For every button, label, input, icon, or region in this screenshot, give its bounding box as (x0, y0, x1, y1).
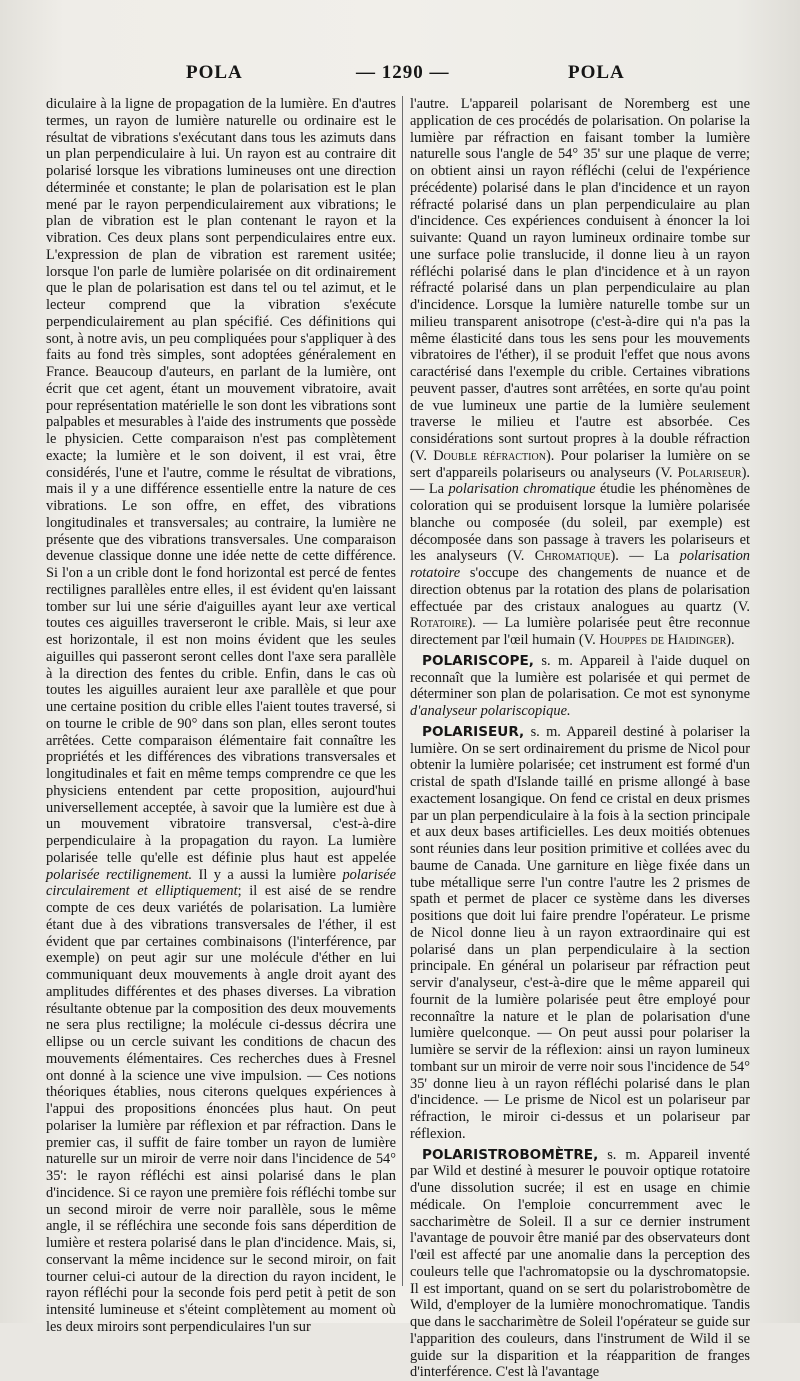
body-text: l'autre. L'appareil polarisant de Noremberg est une application de ces procédés de polarisation. On polarise la lumière par réfraction en faisant tomber la lumière naturelle sous l'angle de 54° 35' sur une plaque de verre; on obtient ainsi un rayon réfléchi (celui de l'expérience précédente) polarisé dans le plan d'incidence et un rayon réfracté polarisé dans un plan perpendiculaire au plan d'incidence. Ces expériences conduisent à énoncer la loi suivante: Quand un rayon lumineux ordinaire tombe sur une surface polie translucide, il donne lieu à un rayon réfléchi polarisé dans le plan d'incidence et à un rayon réfracté polarisé dans un plan perpendiculaire au plan d'incidence. Lorsque la lumière naturelle tombe sur un milieu transparent anisotrope (c'est-à-dire qui n'a pas la même élasticité dans tous les sens pour les mouvements vibratoires de l'éther), il se produit l'effet que nous avons caractérisé dans l'exemple du crible. Certaines vibrations peuvent passer, d'autres sont arrêtées, en sorte qu'au point de vue lumineux une partie de la lumière seulement traverse le milieu et l'autre est absorbée. Ces considérations sont surtout propres à la double réfraction (V. (410, 96, 750, 464)
left-column (46, 96, 396, 1296)
entry-polaristrobometre (410, 1147, 750, 1381)
cross-reference: Houppes de Haidinger (599, 632, 726, 648)
entry-polariseur (410, 724, 750, 1143)
entry-body: s. m. Appareil à l'aide duquel on reconnaît que la lumière est polarisée et qui permet de déterminer son plan de polarisation. Ce mot est synonyme (410, 653, 750, 703)
entry-polariscope (410, 653, 750, 720)
header-left-word: POLA (186, 62, 243, 84)
paragraph-continuation (410, 96, 750, 649)
body-text: diculaire à la ligne de propagation de la lumière. En d'autres termes, un rayon de lumière naturelle ou ordinaire est le résultat de vibrations s'exécutant dans tous les azimuts dans un plan perpendiculaire à lui. Un rayon est au contraire dit polarisé lorsque les vibrations lumineuses ont une direction déterminée et constante; le plan de polarisation est le plan mené par le rayon perpendiculairement aux vibrations; le plan de vibration est le plan contenant le rayon et la vibration. Ces deux plans sont perpendiculaires entre eux. L'expression de plan de vibration est rarement usitée; lorsque l'on parle de lumière polarisée on dit ordinairement que le plan de polarisation est dans tel ou tel azimut, et le lecteur comprend que la vibration s'exécute perpendiculairement au plan spécifié. Ces définitions qui sont, à notre avis, un peu compliquées pour s'appliquer à des faits au fond très simples, sont adoptées généralement en France. Beaucoup d'auteurs, en parlant de la lumière, ont écrit que cet agent, étant un mouvement vibratoire, avait pour représentation matérielle le son dont les vibrations sont palpables et mesurables à l'aide des instruments que possède le physicien. Cette comparaison n'est pas complètement exacte; la lumière et le son doivent, il est vrai, être considérés, l'une et l'autre, comme le résultat de vibrations, mais il y a une différence essentielle entre la nature de ces vibrations. Le son offre, en effet, des vibrations longitudinales et transversales; au contraire, la lumière ne présente que des vibrations transversales. Une comparaison devenue classique donne une idée nette de cette différence. Si l'on a un crible dont le fond horizontal est percé de fentes rectilignes parallèles entre elles, il est évident qu'en laissant tomber sur lui une série d'aiguilles ayant leur axe vertical toutes ces aiguilles traverseront le crible. Mais, si leur axe est horizontale, il est non moins évident que les seules aiguilles qui passeront seront celles dont l'axe sera parallèle à la direction des fentes du crible. Enfin, dans le cas où toutes les aiguilles auraient leur axe parallèle et que pour une certaine position du crible elles l'aient toutes traversé, si on tourne le crible de 90° dans son plan, elles seront toutes arrêtées. Cette comparaison élémentaire fait connaître les propriétés et les différences des vibrations transversales et longitudinales et fait en même temps comprendre ce que les physiciens entendent par cette proposition, aujourd'hui universellement acceptée, à savoir que la lumière est due à un mouvement vibratoire transversal, c'est-à-dire perpendiculaire à la propagation du rayon. La lumière polarisée telle qu'elle est définie plus haut est appelée (46, 96, 396, 866)
italic-term: polarisation chromatique (448, 481, 595, 497)
entry-body: s. m. Appareil inventé par Wild et destiné à mesurer le pouvoir optique rotatoire d'une dissolution sucrée; il est en usage en chimie médicale. On l'emploie concurremment avec le saccharimètre de Soleil. Il a sur ce dernier instrument l'avantage de pouvoir être manié par des observateurs dont l'œil est affecté par une anomalie dans la perception des couleurs telle que l'achromatopsie ou la dyschromatopsie. Il est important, quand on se sert du polaristrobomètre de Wild, d'employer de la lumière monochromatique. Tandis que dans le saccharimètre de Soleil l'opérateur se guide sur l'apparition des couleurs, dans l'instrument de Wild il se guide sur la disparition et la réapparition de franges d'interférence. C'est là l'avantage (410, 1147, 750, 1381)
italic-term: polarisée circulairement et elliptiquement (46, 867, 396, 900)
italic-term: polarisation rotatoire (410, 548, 750, 581)
body-text: ). — La (611, 548, 670, 564)
column-divider (402, 96, 403, 1286)
entry-headword: POLARISCOPE, (422, 653, 534, 669)
body-text: étudie les phénomènes de coloration qui se produisent lorsque la lumière polarisée blanche ou composée (du soleil, par exemple) est décomposée dans son passage à travers les polariseurs et les analyseurs (V. (410, 481, 750, 564)
entry-headword: POLARISTROBOMÈTRE, (422, 1147, 598, 1163)
paragraph-polarisation (46, 96, 396, 1336)
cross-reference: Rotatoire (410, 615, 468, 631)
page-number: — 1290 — (356, 62, 450, 84)
body-text: s'occupe des changements de nuance et de direction obtenus par la rotation des plans de polarisation effectuée par des cristaux analogues au quartz (V. (410, 565, 750, 615)
cross-reference: Chromatique (535, 548, 611, 564)
body-text: ). — La (410, 465, 750, 498)
entry-body: s. m. Appareil destiné à polariser la lumière. On se sert ordinairement du prisme de Nicol pour obtenir la lumière polarisée; cet instrument est formé d'un cristal de spath d'Islande taillé en prisme allongé à base exactement losangique. On fend ce cristal en deux prismes par un plan perpendiculaire à la fois à la section principale et aux deux bases artificielles. Les deux moitiés obtenues sont réunies dans leur position primitive et collées avec du baume de Canada. Une garniture en liège fixée dans un tube métallique serre l'un contre l'autre les 2 prismes de spath et permet de placer ce système dans les diverses positions que doit lui faire prendre l'opérateur. Le prisme de Nicol donne lieu à un rayon extraordinaire qui est polarisé dans un plan perpendiculaire à la section principale. En général un polariseur par réfraction peut servir d'analyseur, c'est-à-dire que le même appareil qui fournit de la lumière polarisée peut être employé pour reconnaître la nature et le plan de polarisation d'une lumière quelconque. — On peut aussi pour polariser la lumière se servir de la réflexion: ainsi un rayon lumineux tombant sur un miroir de verre noir sous l'incidence de 54° 35' donne lieu à un rayon réfléchi polarisé dans le plan d'incidence. — Le prisme de Nicol est un polariseur par réfraction, le miroir ci-dessus et un polariseur par réflexion. (410, 724, 750, 1142)
body-text: ; il est aisé de se rendre compte de ces deux variétés de polarisation. La lumière étant due à des vibrations transversales de l'éther, il est évident que par certaines combinaisons (l'interférence, par exemple) on peut agir sur une molécule d'éther en lui communiquant deux mouvements à angle droit ayant des amplitudes différentes et des phases diverses. La vibration résultante obtenue par la composition des deux mouvements ne sera plus rectiligne; la molécule ci-dessus décrira une ellipse ou un cercle suivant les conditions de chacun des mouvements élémentaires. Ces recherches dues à Fresnel ont donné à la science une vive impulsion. — Ces notions théoriques établies, nous citerons quelques expériences à l'appui des propositions énoncées plus haut. On peut polariser la lumière par réflexion et par réfraction. Dans le premier cas, il suffit de faire tomber un rayon de lumière naturelle sur un miroir de verre noir dans l'incidence de 54° 35': le rayon réfléchi est ainsi polarisé dans le plan d'incidence. Si ce rayon une première fois réfléchi tombe sur un second miroir de verre noir parallèle, sous le même angle, il se réfléchira une seconde fois sans déperdition de lumière et restera polarisé dans le plan d'incidence. Mais, si, conservant la même incidence sur le second miroir, on fait tourner celui-ci autour de la direction du rayon incident, le rayon réfléchi pour la seconde fois perd petit à petit de son intensité lumineuse et s'éteint complètement au moment où les deux miroirs sont perpendiculaires l'un sur (46, 883, 396, 1335)
header-right-word: POLA (568, 62, 625, 84)
running-head (0, 62, 800, 92)
body-text: ). (726, 632, 734, 648)
cross-reference: Double réfraction (433, 448, 546, 464)
italic-term: polarisée rectilignement. (46, 867, 192, 883)
body-text: ). Pour polariser la lumière on se sert d'appareils polariseurs ou analyseurs (V. (410, 448, 750, 481)
body-text: Il y a aussi la lumière (199, 867, 336, 883)
body-text: ). — La lumière polarisée peut être reconnue directement par l'œil humain (V. (410, 615, 750, 648)
right-column (410, 96, 750, 1296)
italic-term: d'analyseur polariscopique. (410, 703, 571, 719)
cross-reference: Polariseur (677, 465, 741, 481)
entry-headword: POLARISEUR, (422, 724, 524, 740)
